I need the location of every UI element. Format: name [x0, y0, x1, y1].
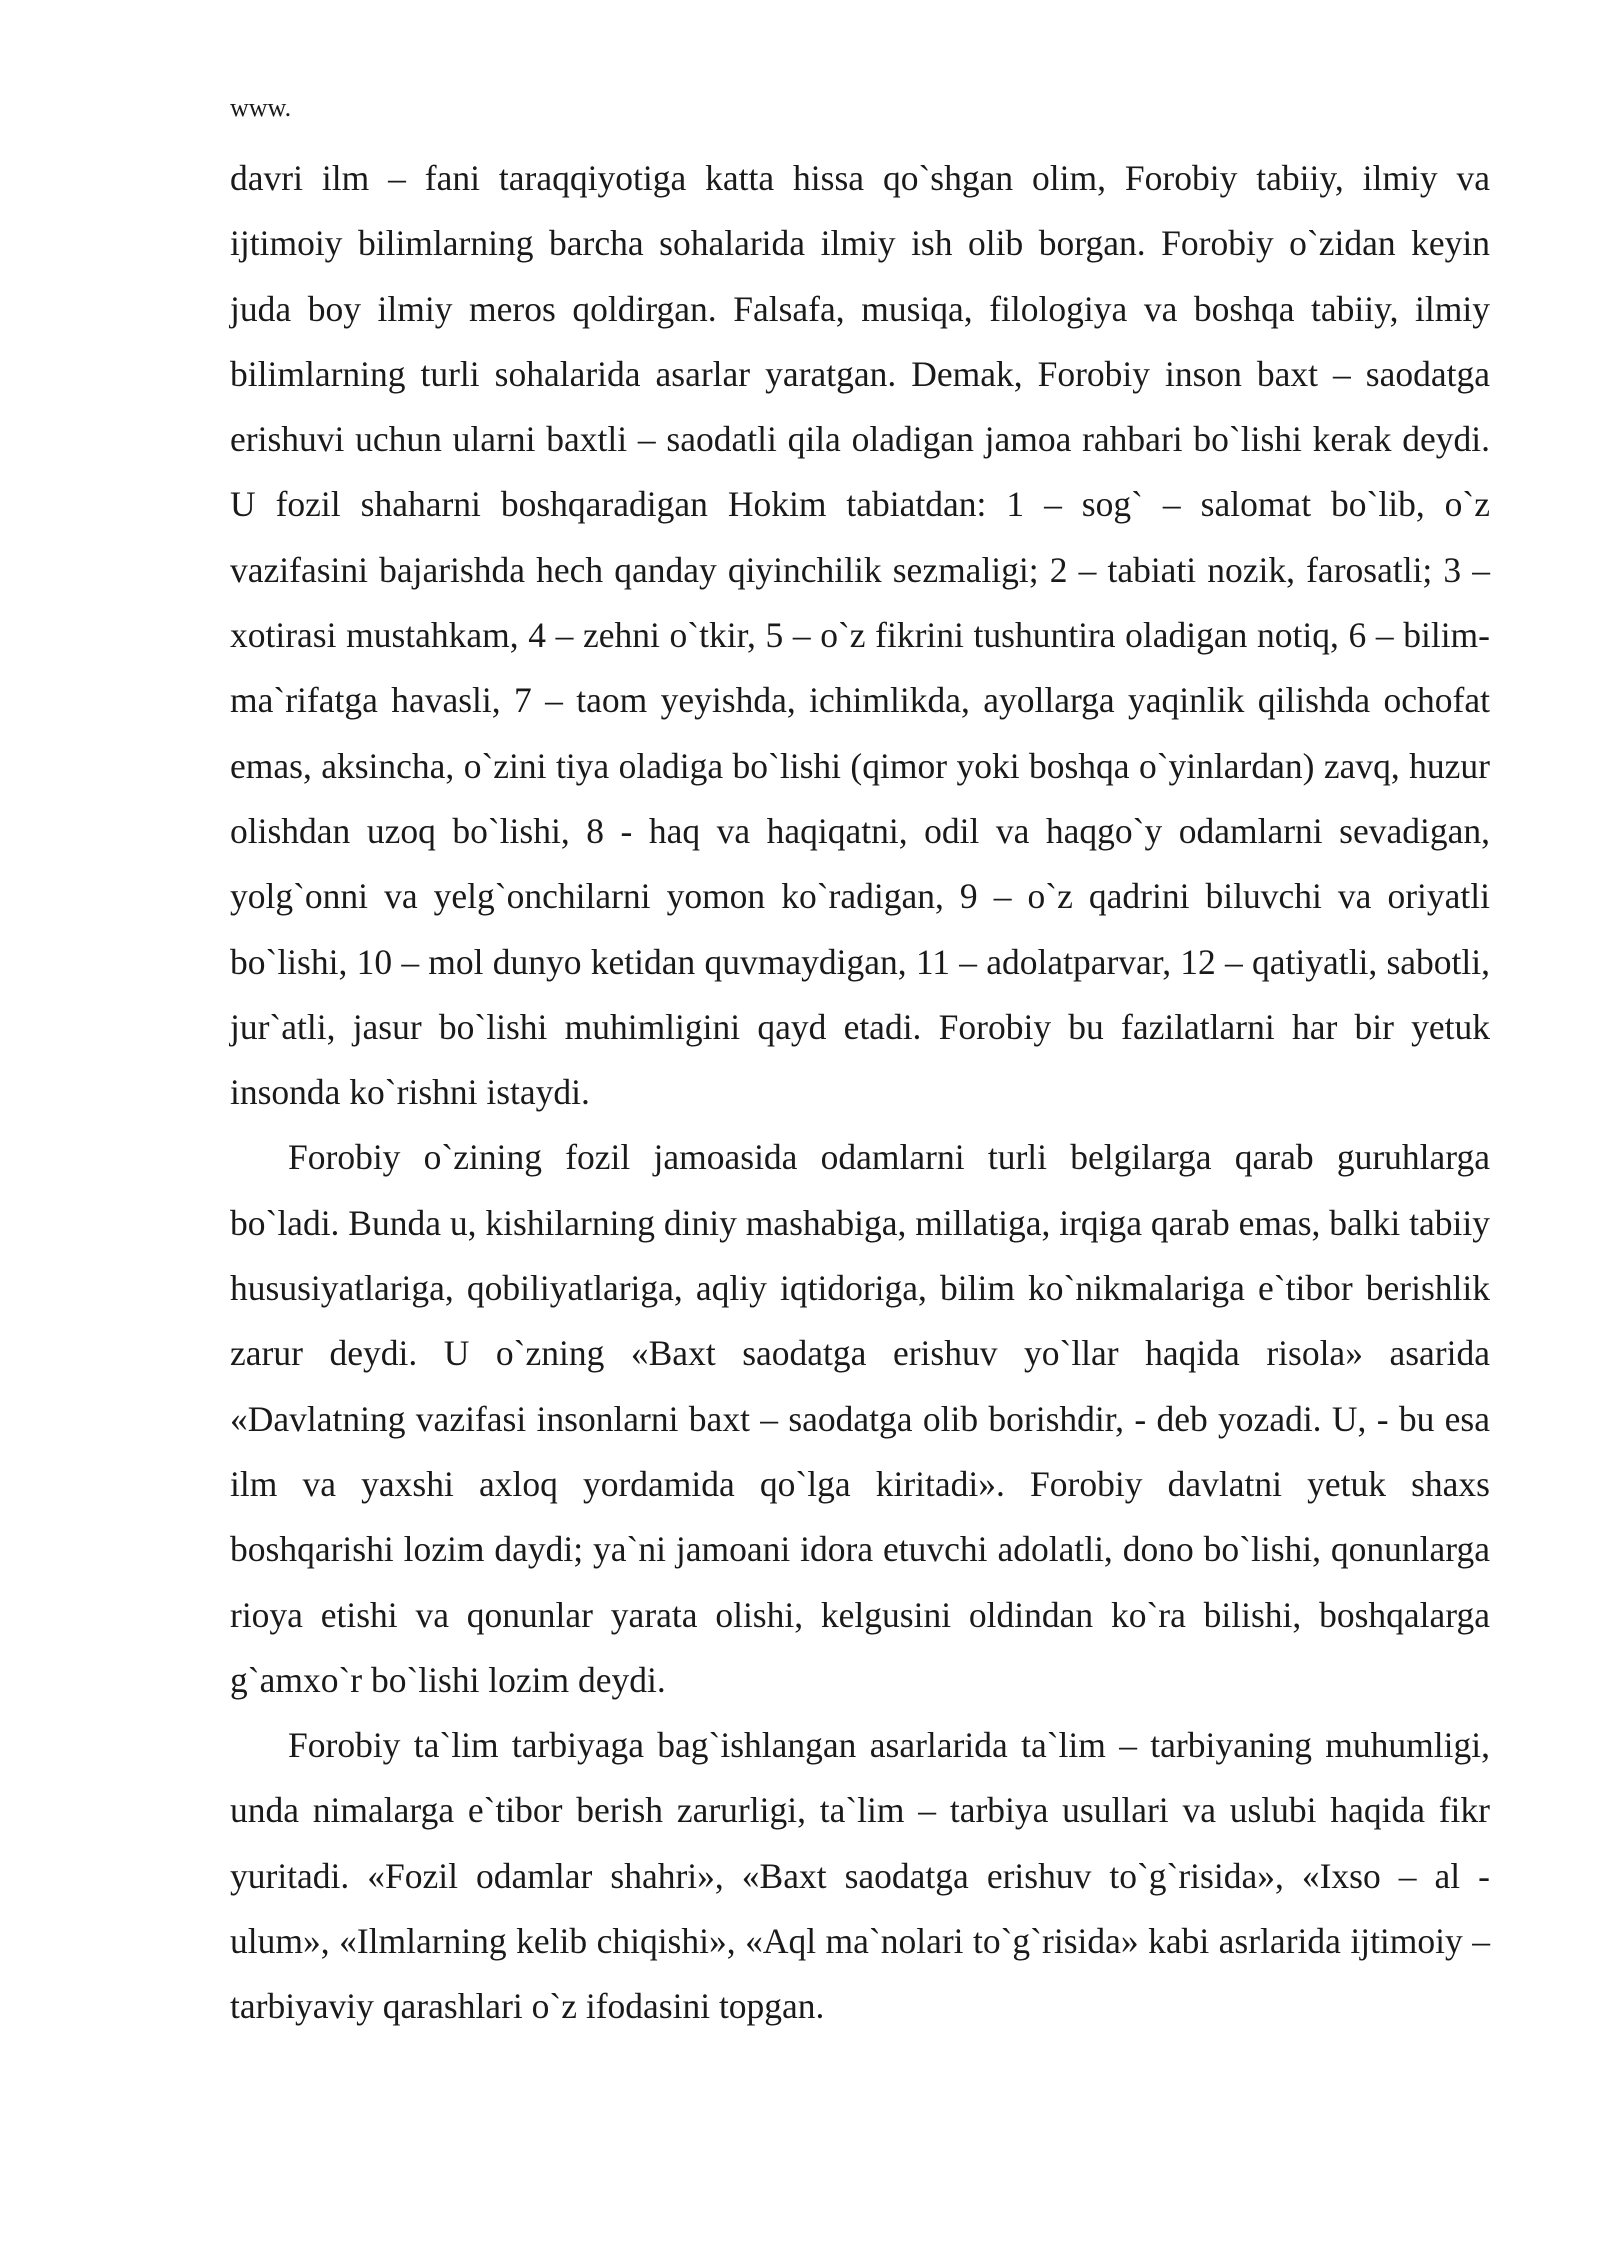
paragraph-3: Forobiy ta`lim tarbiyaga bag`ishlangan asarlarida ta`lim – tarbiyaning muhumligi, unda nimalarga e`tibor berish zarurligi, ta`lim – tarbiya usullari va uslubi haqida fikr yuritadi. «Fozil odamlar shahri», «Baxt saodatga erishuv to`g`risida», «Ixso – al - ulum», «Ilmlarning kelib chiqishi», «Aql ma`nolari to`g`risida» kabi asrlarida ijtimoiy – tarbiyaviy qarashlari o`z ifodasini topgan. [230, 1725, 1490, 2027]
paragraph-1: davri ilm – fani taraqqiyotiga katta hissa qo`shgan olim, Forobiy tabiiy, ilmiy va ijtimoiy bilimlarning barcha sohalarida ilmiy ish olib borgan. Forobiy o`zidan keyin juda boy ilmiy meros qoldirgan. Falsafa, musiqa, filologiya va boshqa tabiiy, ilmiy bilimlarning turli sohalarida asarlar yaratgan. Demak, Forobiy inson baxt – saodatga erishuvi uchun ularni baxtli – saodatli qila oladigan jamoa rahbari bo`lishi kerak deydi. U fozil shaharni boshqaradigan Hokim tabiatdan: 1 – sog` – salomat bo`lib, o`z vazifasini bajarishda hech qanday qiyinchilik sezmaligi; 2 – tabiati nozik, farosatli; 3 – xotirasi mustahkam, 4 – zehni o`tkir, 5 – o`z fikrini tushuntira oladigan notiq, 6 – bilim-ma`rifatga havasli, 7 – taom yeyishda, ichimlikda, ayollarga yaqinlik qilishda ochofat emas, aksincha, o`zini tiya oladiga bo`lishi (qimor yoki boshqa o`yinlardan) zavq, huzur olishdan uzoq bo`lishi, 8 - haq va haqiqatni, odil va haqgo`y odamlarni sevadigan, yolg`onni va yelg`onchilarni yomon ko`radigan, 9 – o`z qadrini biluvchi va oriyatli bo`lishi, 10 – mol dunyo ketidan quvmaydigan, 11 – adolatparvar, 12 – qatiyatli, sabotli, jur`atli, jasur bo`lishi muhimligini qayd etadi. Forobiy bu fazilatlarni har bir yetuk insonda ko`rishni istaydi. [230, 158, 1490, 1113]
paragraph-2: Forobiy o`zining fozil jamoasida odamlarni turli belgilarga qarab guruhlarga bo`ladi. Bunda u, kishilarning diniy mashabiga, millatiga, irqiga qarab emas, balki tabiiy hususiyatlariga, qobiliyatlariga, aqliy iqtidoriga, bilim ko`nikmalariga e`tibor berishlik zarur deydi. U o`zning «Baxt saodatga erishuv yo`llar haqida risola» asarida «Davlatning vazifasi insonlarni baxt – saodatga olib borishdir, - deb yozadi. U, - bu esa ilm va yaxshi axloq yordamida qo`lga kiritadi». Forobiy davlatni yetuk shaxs boshqarishi lozim daydi; ya`ni jamoani idora etuvchi adolatli, dono bo`lishi, qonunlarga rioya etishi va qonunlar yarata olishi, kelgusini oldindan ko`ra bilishi, boshqalarga g`amxo`r bo`lishi lozim deydi. [230, 1137, 1490, 1700]
page-header: www. [230, 93, 292, 122]
document-body [230, 146, 1490, 2040]
